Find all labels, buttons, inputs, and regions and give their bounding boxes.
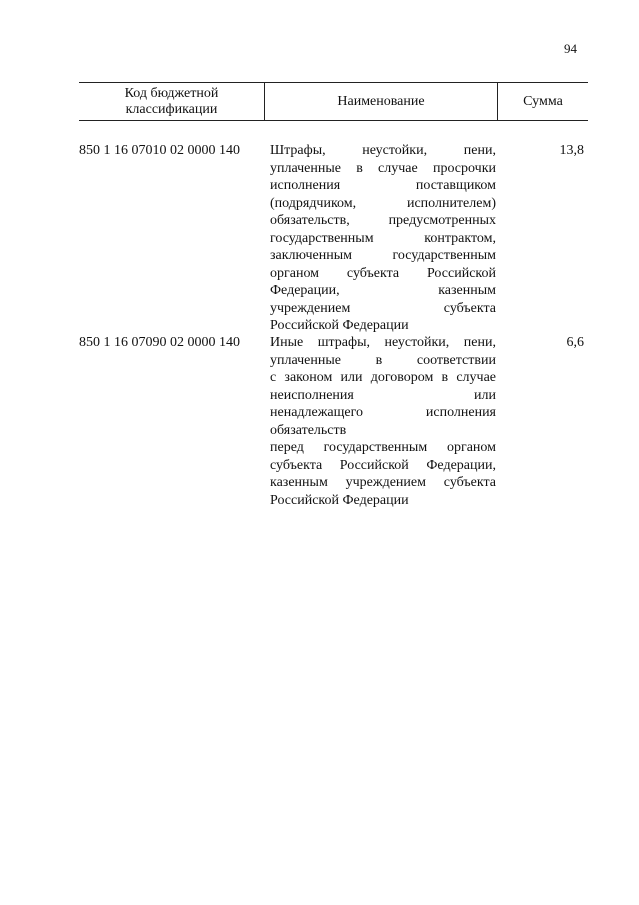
row-name-line: казенным учреждением субъекта (270, 475, 496, 490)
row-name-line: обязательств (270, 422, 347, 438)
row-name-line: государственным контрактом, (270, 230, 496, 246)
row-name (270, 142, 496, 335)
row-name (270, 334, 496, 509)
row-name-line: неисполнения или (270, 387, 496, 403)
header-code-line-1: Код бюджетной (124, 85, 219, 101)
header-name-cell: Наименование (265, 83, 498, 120)
row-name-line: учреждением субъекта (270, 300, 496, 316)
row-name-line: перед государственным органом (270, 440, 496, 455)
row-name-line: Российской Федерации (270, 492, 409, 508)
row-sum: 6,6 (566, 335, 584, 350)
header-sum-cell: Сумма (523, 93, 563, 109)
row-name-line: Федерации, казенным (270, 283, 496, 298)
row-code: 850 1 16 07090 02 0000 140 (79, 335, 240, 350)
row-name-line: органом субъекта Российской (270, 265, 496, 281)
row-name-line: Штрафы, неустойки, пени, (270, 143, 496, 158)
row-name-line: уплаченные в соответствии (270, 352, 496, 368)
row-name-line: обязательств, предусмотренных (270, 213, 496, 228)
row-sum: 13,8 (559, 143, 584, 158)
row-name-line: субъекта Российской Федерации, (270, 457, 496, 473)
row-name-line: заключенным государственным (270, 248, 496, 263)
header-code-cell (79, 83, 265, 120)
row-name-line: Иные штрафы, неустойки, пени, (270, 335, 496, 350)
row-code: 850 1 16 07010 02 0000 140 (79, 143, 240, 158)
row-name-line: с законом или договором в случае (270, 370, 496, 385)
table-header (79, 82, 588, 121)
page-number: 94 (564, 41, 577, 56)
row-name-line: (подрядчиком, исполнителем) (270, 195, 496, 211)
header-code-line-2: классификации (125, 101, 218, 117)
row-name-line: уплаченные в случае просрочки (270, 160, 496, 176)
row-name-line: исполнения поставщиком (270, 178, 496, 193)
row-name-line: ненадлежащего исполнения (270, 405, 496, 420)
row-name-line: Российской Федерации (270, 318, 409, 333)
